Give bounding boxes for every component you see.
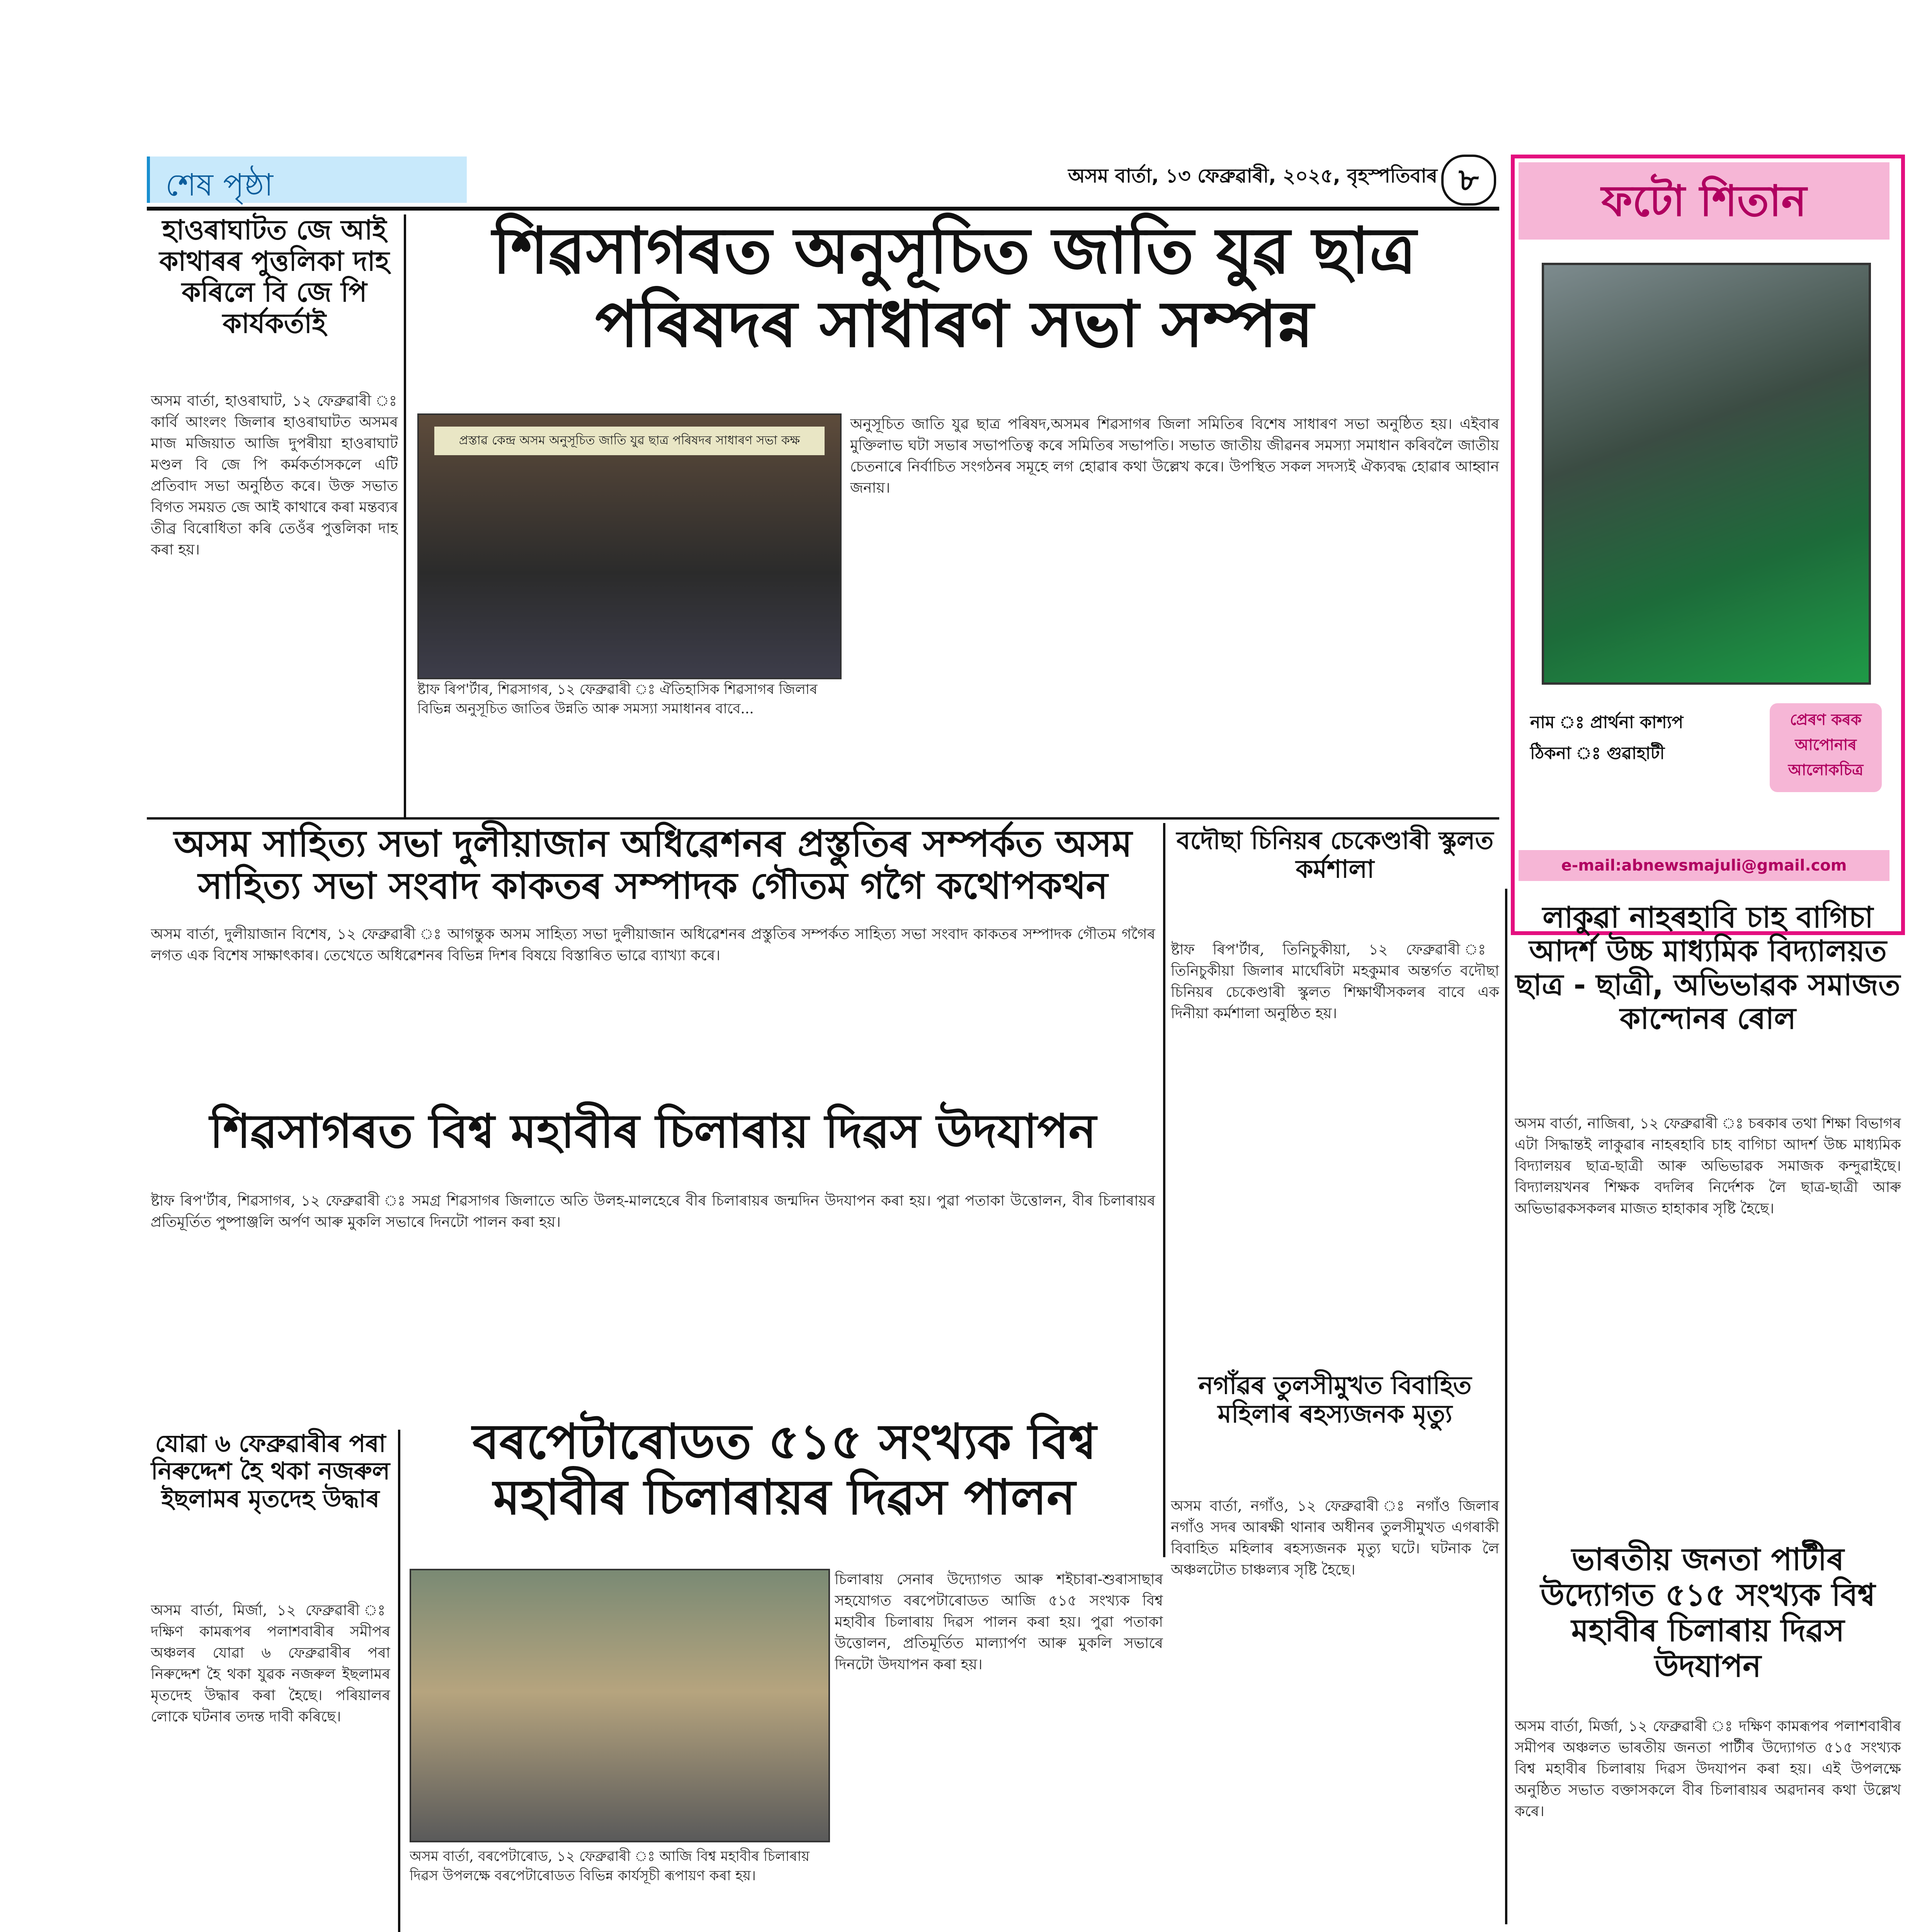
column-rule [404,214,406,817]
ismail-body: অসম বাৰ্তা, মিৰ্জা, ১২ ফেব্ৰুৱাৰী ঃ দক্ষিণ কামৰূপৰ পলাশবাৰীৰ সমীপৰ অঞ্চলৰ যোৱা ৬ ফেব্ৰুৱাৰীৰ পৰা নিৰুদ্দেশ হৈ থকা যুৱক নজৰুল ইছলামৰ মৃতদেহ উদ্ধাৰ কৰা হৈছে। পৰিয়ালৰ লোকে ঘটনাৰ তদন্ত দাবী কৰিছে। [151,1602,390,1725]
right-story2-headline: ভাৰতীয় জনতা পাৰ্টীৰ উদ্যোগত ৫১৫ সংখ্যক বিশ্ব মহাবীৰ চিলাৰায় দিৱস উদযাপন [1540,1541,1876,1684]
ismail-headline: যোৱা ৬ ফেব্ৰুৱাৰীৰ পৰা নিৰুদ্দেশ হৈ থকা নজৰুল ইছলামৰ মৃতদেহ উদ্ধাৰ [151,1429,390,1513]
lead-caption: ষ্টাফ ৰিপ'ৰ্টাৰ, শিৱসাগৰ, ১২ ফেব্ৰুৱাৰী ঃ ঐতিহাসিক শিৱসাগৰ জিলাৰ বিভিন্ন অনুসূচিত জাতিৰ উন্নতি আৰু সমস্যা সমাধানৰ বাবে... [417,682,818,717]
left-story1-headline: হাওৰাঘাটত জে আই কাথাৰৰ পুত্তলিকা দাহ কৰিলে বি জে পি কাৰ্যকৰ্তাই [159,214,389,339]
right-story2-body: অসম বাৰ্তা, মিৰ্জা, ১২ ফেব্ৰুৱাৰী ঃ দক্ষিণ কামৰূপৰ পলাশবাৰীৰ সমীপৰ অঞ্চলত ভাৰতীয় জনতা পাৰ্টীৰ উদ্যোগত ৫১৫ সংখ্যক বিশ্ব মহাবীৰ চিলাৰায় দিৱস উদযাপন কৰা হয়। এই উপলক্ষে অনুষ্ঠিত সভাত বক্তাসকলে বীৰ চিলাৰায়ৰ অৱদানৰ কথা উল্লেখ কৰে। [1515,1718,1901,1820]
barpeta-caption: অসম বাৰ্তা, বৰপেটাৰোড, ১২ ফেব্ৰুৱাৰী ঃ আজি বিশ্ব মহাবীৰ চিলাৰায় দিৱস উপলক্ষে বৰপেটাৰোডত বিভিন্ন কাৰ্যসূচী ৰূপায়ণ কৰা হয়। [410,1849,810,1884]
lead-headline: শিৱসাগৰত অনুসূচিত জাতি যুৱ ছাত্ৰ পৰিষদৰ সাধাৰণ সভা সম্পন্ন [492,214,1417,361]
lead-body: অনুসূচিত জাতি যুৱ ছাত্ৰ পৰিষদ,অসমৰ শিৱসাগৰ জিলা সমিতিৰ বিশেষ সাধাৰণ সভা অনুষ্ঠিত হয়। এইবাৰ মুক্তিলাভ ঘটা সভাৰ সভাপতিত্ব কৰে সমিতিৰ সভাপতি। সভাত জাতীয় জীৱনৰ সমস্যা সমাধান কৰিবলৈ জাতীয় চেতনাৰে নিৰ্বাচিত সংগঠনৰ সমূহে লগ হোৱাৰ কথা উল্লেখ কৰে। উপস্থিত সকল সদস্যই ঐক্যবদ্ধ হোৱাৰ আহ্বান জনায়। [850,415,1499,496]
photo-feature-address: ঠিকনা ঃ গুৱাহাটী [1530,743,1665,763]
right-story1-headline: লাকুৱা নাহৰহাবি চাহ বাগিচা আদৰ্শ উচ্চ মাধ্যমিক বিদ্যালয়ত ছাত্ৰ - ছাত্ৰী, অভিভাৱক সমাজত কান্দোনৰ ৰোল [1515,900,1900,1036]
photo-feature-title: ফটো শিতান [1519,162,1889,240]
story3-headline: শিৱসাগৰত বিশ্ব মহাবীৰ চিলাৰায় দিৱস উদযাপন [209,1105,1097,1158]
story2-body: অসম বাৰ্তা, দুলীয়াজান বিশেষ, ১২ ফেব্ৰুৱাৰী ঃ আগন্তুক অসম সাহিত্য সভা দুলীয়াজান অধিৱেশনৰ প্ৰস্তুতিৰ সম্পৰ্কত সাহিত্য সভা সংবাদ কাকতৰ সম্পাদক গৌতম গগৈৰ লগত এক বিশেষ সাক্ষাৎকাৰ। তেখেতে অধিৱেশনৰ বিভিন্ন দিশৰ বিষয়ে বিস্তাৰিত ভাৱে ব্যাখ্যা কৰে। [151,925,1155,964]
story2-headline: অসম সাহিত্য সভা দুলীয়াজান অধিৱেশনৰ প্ৰস্তুতিৰ সম্পৰ্কত অসম সাহিত্য সভা সংবাদ কাকতৰ সম্পাদক গৌতম গগৈ কথোপকথন [174,823,1132,908]
tulsimukh-headline: নগাঁৱৰ তুলসীমুখত বিবাহিত মহিলাৰ ৰহস্যজনক মৃত্যু [1198,1371,1472,1429]
kulaguri-headline: বদৌছা চিনিয়ৰ চেকেণ্ডাৰী স্কুলত কৰ্মশালা [1176,827,1494,884]
barpeta-headline: বৰপেটাৰোডত ৫১৫ সংখ্যক বিশ্ব মহাবীৰ চিলাৰায়ৰ দিৱস পালন [472,1414,1097,1526]
left-story1-body: অসম বাৰ্তা, হাওৰাঘাট, ১২ ফেব্ৰুৱাৰী ঃ কাৰ্বি আংলং জিলাৰ হাওৰাঘাটত অসমৰ মাজ মজিয়াত আজি দুপৰীয়া হাওৰাঘাট মণ্ডল বি জে পি কৰ্মকৰ্তাসকলে এটি প্ৰতিবাদ সভা অনুষ্ঠিত কৰে। উক্ত সভাত বিগত সময়ত জে আই কাথাৰে কৰা মন্তব্যৰ তীব্ৰ বিৰোধিতা কৰি তেওঁৰ পুত্তলিকা দাহ কৰা হয়। [151,392,398,558]
section-tab [147,156,467,203]
column-rule [398,1430,400,1932]
right-story1-body: অসম বাৰ্তা, নাজিৰা, ১২ ফেব্ৰুৱাৰী ঃ চৰকাৰ তথা শিক্ষা বিভাগৰ এটা সিদ্ধান্তই লাকুৱাৰ নাহৰহাবি চাহ বাগিচা আদৰ্শ উচ্চ মাধ্যমিক বিদ্যালয়ৰ ছাত্ৰ-ছাত্ৰী আৰু অভিভাৱক সমাজক কন্দুৱাইছে। বিদ্যালয়খনৰ শিক্ষক বদলিৰ নিৰ্দেশক লৈ ছাত্ৰ-ছাত্ৰী আৰু অভিভাৱকসকলৰ মাজত হাহাকাৰ সৃষ্টি হৈছে। [1515,1115,1901,1217]
tulsimukh-body: অসম বাৰ্তা, নগাঁও, ১২ ফেব্ৰুৱাৰী ঃ নগাঁও জিলাৰ নগাঁও সদৰ আৰক্ষী থানাৰ অধীনৰ তুলসীমুখত এগৰাকী বিবাহিত মহিলাৰ ৰহস্যজনক মৃত্যু ঘটে। ঘটনাক লৈ অঞ্চলটোত চাঞ্চল্যৰ সৃষ্টি হৈছে। [1171,1497,1499,1578]
lead-photo-banner: প্ৰস্তাৱ কেন্দ্ৰ অসম অনুসূচিত জাতি যুৱ ছাত্ৰ পৰিষদৰ সাধাৰণ সভা কক্ষ [434,427,825,455]
kulaguri-body: ষ্টাফ ৰিপ'ৰ্টাৰ, তিনিচুকীয়া, ১২ ফেব্ৰুৱাৰী ঃ তিনিচুকীয়া জিলাৰ মাৰ্ঘেৰিটা মহকুমাৰ অন্তৰ্গত বদৌছা চিনিয়ৰ চেকেণ্ডাৰী স্কুলত শিক্ষাৰ্থীসকলৰ বাবে এক দিনীয়া কৰ্মশালা অনুষ্ঠিত হয়। [1171,941,1499,1022]
header-rule [147,207,1499,211]
photo-feature-image [1542,263,1871,685]
dateline: অসম বাৰ্তা, ১৩ ফেব্ৰুৱাৰী, ২০২৫, বৃহস্পতিবাৰ [1068,165,1437,187]
barpeta-body: চিলাৰায় সেনাৰ উদ্যোগত আৰু শইচাৰা-শুৰাসাছাৰ সহযোগত বৰপেটাৰোডত আজি ৫১৫ সংখ্যক বিশ্ব মহাবীৰ চিলাৰায় দিৱস পালন কৰা হয়। পুৱা পতাকা উত্তোলন, প্ৰতিমূৰ্তিত মাল্যাৰ্পণ আৰু মুকলি সভাৰে দিনটো উদযাপন কৰা হয়। [835,1571,1163,1673]
section-tab-label: শেষ পৃষ্ঠা [165,167,273,203]
column-rule [1505,889,1507,1924]
column-rule [1163,823,1165,1557]
photo-feature-name: নাম ঃ প্ৰাৰ্থনা কাশ্যপ [1530,713,1684,732]
barpeta-photo [410,1569,830,1842]
send-photo-box: প্ৰেৰণ কৰক আপোনাৰ আলোকচিত্ৰ [1770,703,1882,792]
photo-feature-details [1530,707,1762,769]
lead-photo [417,413,842,679]
story3-body: ষ্টাফ ৰিপ'ৰ্টাৰ, শিৱসাগৰ, ১২ ফেব্ৰুৱাৰী ঃ সমগ্ৰ শিৱসাগৰ জিলাতে অতি উলহ-মালহেৰে বীৰ চিলাৰায়ৰ জন্মদিন উদযাপন কৰা হয়। পুৱা পতাকা উত্তোলন, বীৰ চিলাৰায়ৰ প্ৰতিমূৰ্তিত পুষ্পাঞ্জলি অৰ্পণ আৰু মুকলি সভাৰে দিনটো পালন কৰা হয়। [151,1192,1155,1230]
section-rule [147,817,1499,820]
photo-feature-email: e-mail:abnewsmajuli@gmail.com [1519,850,1889,881]
page-number: ৮ [1441,155,1496,206]
